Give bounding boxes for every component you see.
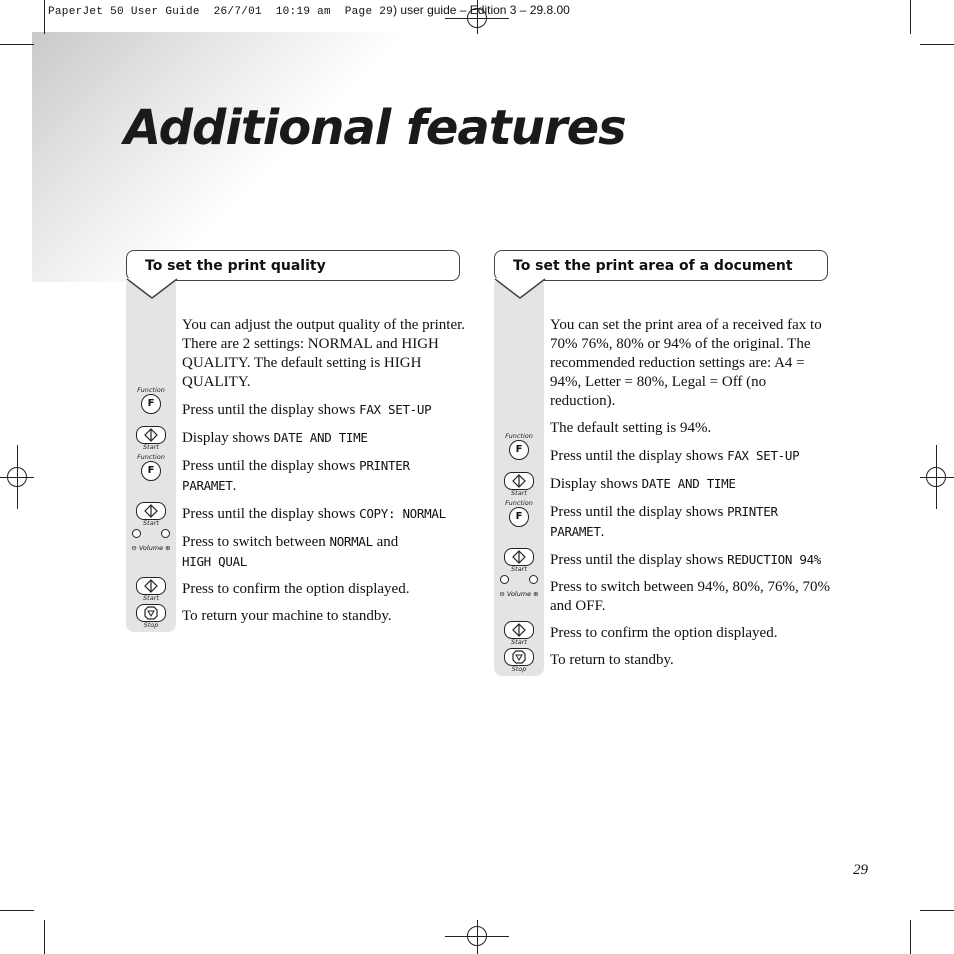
function-label: Function <box>505 432 533 440</box>
step-stop <box>511 651 830 673</box>
crop-mark <box>0 910 34 911</box>
step-start <box>511 474 830 497</box>
start-label: Start <box>143 594 159 602</box>
default-paragraph: The default setting is 94%. <box>550 420 712 436</box>
step-stop <box>143 607 467 629</box>
display-text: NORMAL <box>329 534 373 549</box>
function-f-icon: F <box>141 394 161 414</box>
crop-mark <box>44 0 45 34</box>
step-text: Press to confirm the option displayed. <box>550 625 778 641</box>
volume-label: Volume <box>138 544 164 552</box>
step-text-mid: and <box>372 534 399 550</box>
start-key[interactable] <box>494 472 544 497</box>
step-start <box>511 550 830 573</box>
crop-mark <box>920 44 954 45</box>
page-title: Additional features <box>124 100 626 156</box>
stop-label: Stop <box>511 665 527 673</box>
step-text: Press to switch between 94%, 80%, 76%, 70% and OFF. <box>550 579 830 614</box>
start-label: Start <box>143 519 159 527</box>
slug-right: ) user guide – Edition 3 – 29.8.00 <box>393 3 570 17</box>
step-start <box>143 504 467 527</box>
intro-paragraph: You can adjust the output quality of the printer. There are 2 settings: NORMAL and HIGH QUALITY. The default setting is HIGH QUALITY. <box>182 317 466 390</box>
step-text: To return your machine to standby. <box>182 608 392 624</box>
crop-mark <box>910 920 911 954</box>
heading-pointer <box>126 278 178 300</box>
step-text: Press until the display shows <box>550 552 728 568</box>
volume-up-button-icon <box>161 529 170 538</box>
function-label: Function <box>505 499 533 507</box>
print-slug <box>48 3 570 18</box>
function-key[interactable] <box>126 454 176 481</box>
section-body <box>131 316 467 634</box>
volume-keys[interactable] <box>494 575 544 604</box>
registration-mark <box>7 467 27 487</box>
plus-icon: ⊕ <box>165 544 171 552</box>
stop-key[interactable] <box>126 604 176 629</box>
minus-icon: ⊖ <box>131 544 137 552</box>
stop-key[interactable] <box>494 648 544 673</box>
volume-down-button-icon <box>500 575 509 584</box>
start-icon <box>504 548 534 566</box>
function-f-icon: F <box>509 507 529 527</box>
minus-icon: ⊖ <box>499 590 505 598</box>
crop-mark <box>0 44 34 45</box>
function-key[interactable] <box>126 387 176 414</box>
corner-gradient <box>32 32 412 282</box>
plus-icon: ⊕ <box>533 590 539 598</box>
display-text: FAX SET-UP <box>727 448 800 463</box>
volume-keys[interactable] <box>126 529 176 558</box>
start-key[interactable] <box>126 426 176 451</box>
function-key[interactable] <box>494 500 544 527</box>
crop-mark <box>44 920 45 954</box>
step-text: Press until the display shows <box>182 506 360 522</box>
step-function <box>137 386 467 420</box>
section-print-quality <box>126 250 466 629</box>
step-function <box>137 453 467 496</box>
step-text-end: . <box>600 524 605 540</box>
step-volume <box>499 578 830 616</box>
section-print-area <box>494 250 830 673</box>
stop-icon <box>504 648 534 666</box>
step-start <box>511 624 830 646</box>
step-start <box>143 580 467 602</box>
start-key[interactable] <box>126 502 176 527</box>
display-text: DATE AND TIME <box>641 476 736 491</box>
start-icon <box>136 426 166 444</box>
step-text: Display shows <box>182 430 274 446</box>
display-text: FAX SET-UP <box>359 402 432 417</box>
display-text: HIGH QUAL <box>182 554 248 569</box>
registration-mark <box>926 467 946 487</box>
step-start <box>143 428 467 451</box>
start-key[interactable] <box>494 548 544 573</box>
page-number: 29 <box>853 862 868 878</box>
volume-down-button-icon <box>132 529 141 538</box>
step-text: Press until the display shows <box>550 504 728 520</box>
step-text: Press to switch between <box>182 534 330 550</box>
start-icon <box>504 472 534 490</box>
display-text: REDUCTION 94% <box>727 552 822 567</box>
intro-paragraph: You can set the print area of a received fax to 70% 76%, 80% or 94% of the original. The recommended reduction settings are: A4 = 94%, Letter = 80%, Legal = Off (no reduction). <box>550 317 822 409</box>
start-key[interactable] <box>494 621 544 646</box>
start-key[interactable] <box>126 577 176 602</box>
slug-left: PaperJet 50 User Guide 26/7/01 10:19 am Page 29 <box>48 6 394 18</box>
display-text: COPY: NORMAL <box>359 506 446 521</box>
crop-mark <box>910 0 911 34</box>
start-icon <box>136 577 166 595</box>
section-heading: To set the print area of a document <box>494 250 828 281</box>
section-heading: To set the print quality <box>126 250 460 281</box>
step-text: Press until the display shows <box>182 402 360 418</box>
display-text: DATE AND TIME <box>273 430 368 445</box>
heading-pointer <box>494 278 546 300</box>
step-function <box>505 499 830 542</box>
step-text: Press until the display shows <box>182 458 360 474</box>
start-icon <box>504 621 534 639</box>
step-volume <box>131 532 467 572</box>
step-text: Display shows <box>550 476 642 492</box>
function-f-icon: F <box>141 461 161 481</box>
step-function <box>505 432 830 466</box>
crop-mark <box>920 910 954 911</box>
start-label: Start <box>511 638 527 646</box>
volume-up-button-icon <box>529 575 538 584</box>
start-label: Start <box>143 443 159 451</box>
step-text: To return to standby. <box>550 652 674 668</box>
stop-label: Stop <box>143 621 159 629</box>
step-text-end: . <box>232 478 237 494</box>
display-text: PRINTER PARAMET <box>182 458 410 493</box>
start-label: Start <box>511 489 527 497</box>
function-label: Function <box>137 453 165 461</box>
start-label: Start <box>511 565 527 573</box>
step-text: Press until the display shows <box>550 448 728 464</box>
start-icon <box>136 502 166 520</box>
stop-icon <box>136 604 166 622</box>
section-body <box>499 316 830 678</box>
step-text: Press to confirm the option displayed. <box>182 581 410 597</box>
function-f-icon: F <box>509 440 529 460</box>
function-label: Function <box>137 386 165 394</box>
function-key[interactable] <box>494 433 544 460</box>
display-text: PRINTER PARAMET <box>550 504 778 539</box>
volume-label: Volume <box>506 590 532 598</box>
registration-mark <box>467 926 487 946</box>
